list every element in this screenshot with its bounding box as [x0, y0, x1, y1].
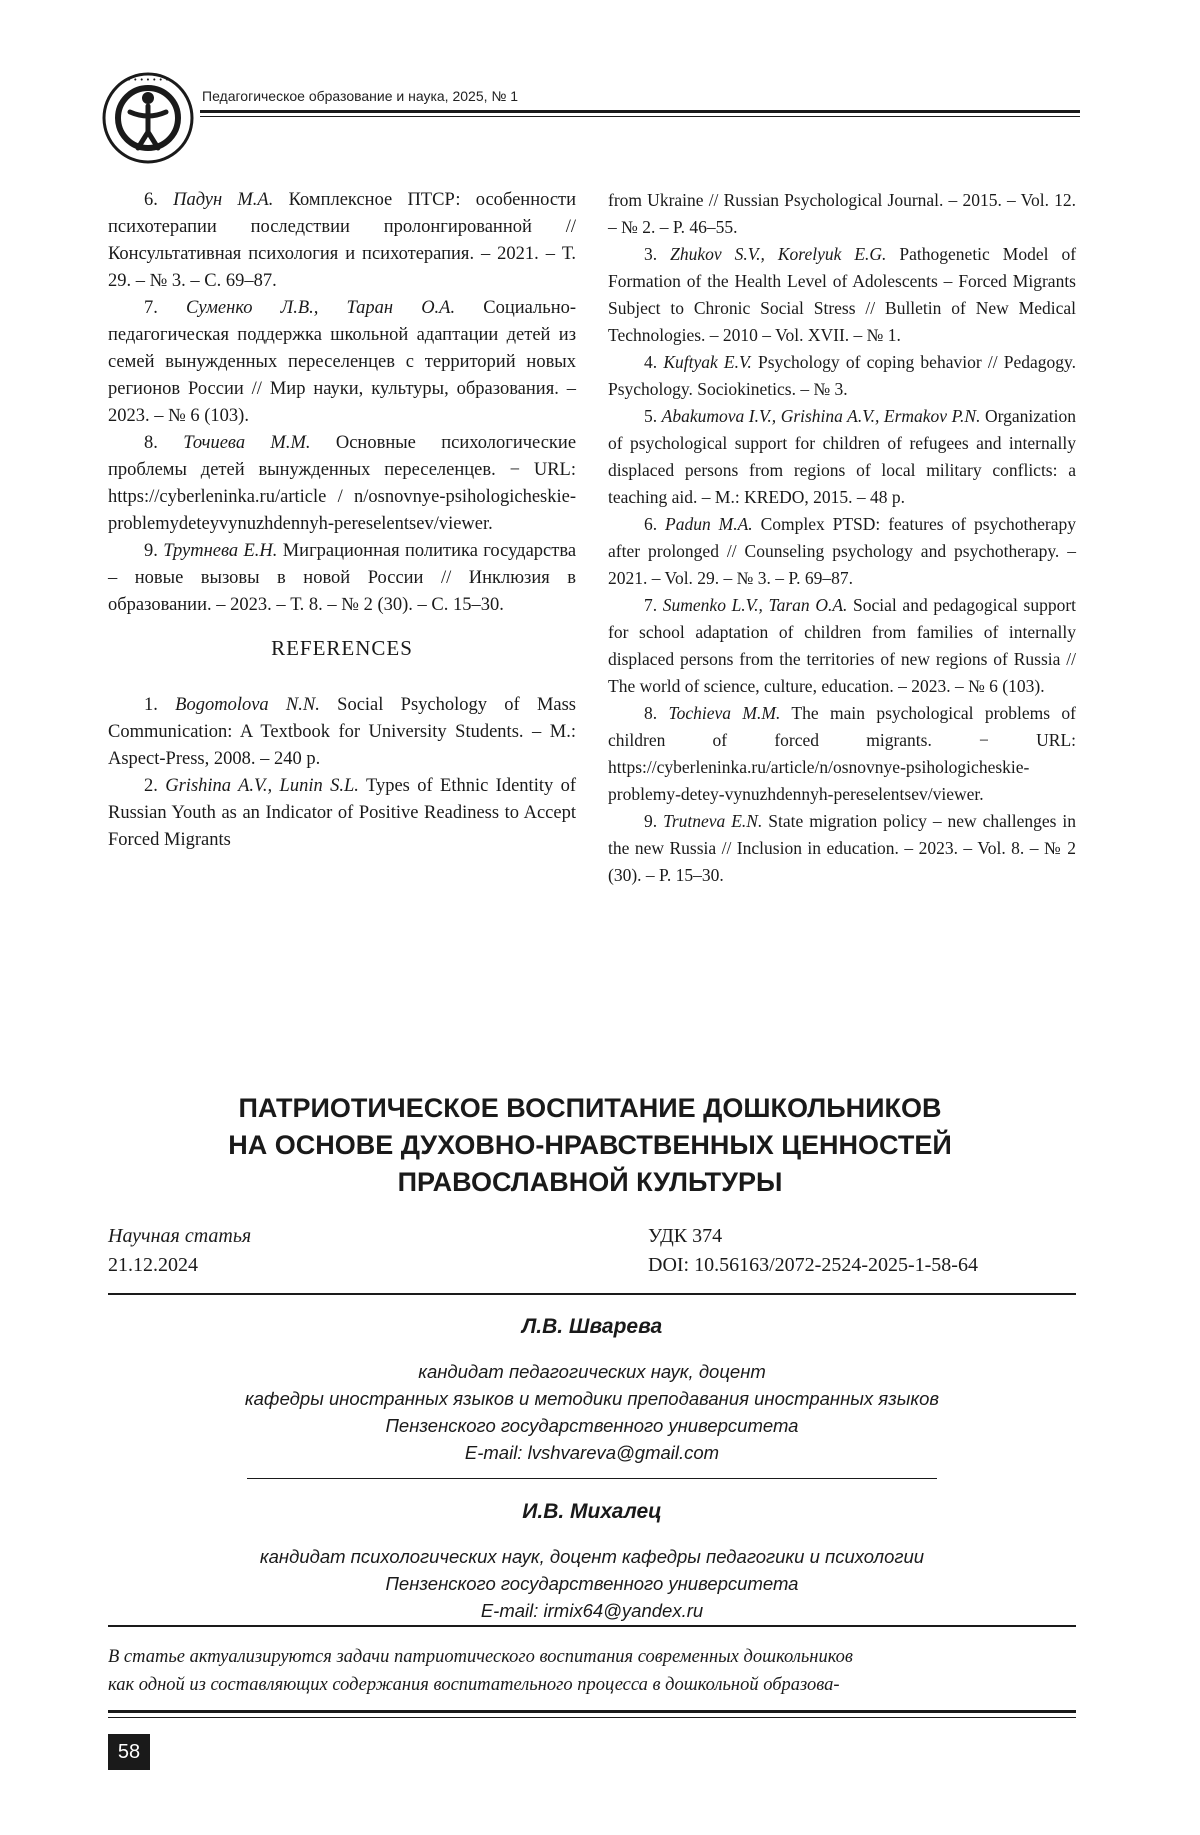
reference-item: 2. Grishina A.V., Lunin S.L. Types of Ethnic Identity of Russian Youth as an Indicator of Positive Readiness to Accept Forced Migrants — [108, 776, 577, 850]
abstract — [108, 1643, 1076, 1699]
author-separator — [247, 1478, 937, 1479]
references-section — [108, 187, 1076, 1017]
reference-item-continued: from Ukraine // Russian Psychological Journal. – 2015. – Vol. 12. – № 2. – P. 46–55. — [608, 190, 1076, 237]
author-affiliation: Пензенского государственного университета — [385, 1573, 799, 1594]
author-email: E-mail: irmix64@yandex.ru — [480, 1600, 704, 1621]
footer-rule — [108, 1710, 1076, 1713]
article-doi: DOI: 10.56163/2072-2524-2025-1-58-64 — [648, 1254, 978, 1276]
footer-rule — [108, 1717, 1076, 1718]
article-type: Научная статья — [108, 1225, 252, 1247]
author-block — [108, 1495, 1076, 1624]
author-email: E-mail: lvshvareva@gmail.com — [464, 1442, 720, 1463]
author-block — [108, 1310, 1076, 1466]
author-affiliation: Пензенского государственного университета — [385, 1415, 799, 1436]
references-right-column — [608, 187, 1076, 889]
header-rule — [200, 110, 1080, 113]
header-rule — [200, 116, 1080, 117]
article-title — [100, 1090, 1080, 1201]
article-title-line: ПРАВОСЛАВНОЙ КУЛЬТУРЫ — [397, 1167, 783, 1197]
authors-rule — [108, 1625, 1076, 1627]
page-number: 58 — [108, 1734, 150, 1770]
author-affiliation: кандидат психологических наук, доцент кафедры педагогики и психологии — [259, 1546, 925, 1567]
svg-text:• • • • • • •: • • • • • • • — [126, 76, 170, 84]
reference-item: 9. Трутнева Е.Н. Миграционная политика государства – новые вызовы в новой России // Инклюзия в образовании. – 2023. – Т. 8. – № 2 (30). – С. 15–30. — [108, 541, 577, 615]
article-date: 21.12.2024 — [108, 1254, 198, 1276]
abstract-line: как одной из составляющих содержания воспитательного процесса в дошкольной образова- — [108, 1675, 840, 1695]
references-heading: REFERENCES — [271, 636, 413, 660]
references-left-column — [108, 187, 576, 854]
article-title-line: НА ОСНОВЕ ДУХОВНО-НРАВСТВЕННЫХ ЦЕННОСТЕЙ — [228, 1130, 952, 1160]
page-header — [100, 70, 1080, 170]
reference-item: 7. Sumenko L.V., Taran O.A. Social and pedagogical support for school adaptation of children from families of internally displaced persons from the territories of new regions of Russia // The world of science, culture, education. – 2023. – № 6 (103). — [608, 595, 1077, 696]
article-udc: УДК 374 — [648, 1225, 723, 1247]
journal-logo-icon — [100, 70, 196, 166]
journal-title: Педагогическое образование и наука, 2025, № 1 — [202, 88, 519, 104]
reference-item: 8. Tochieva M.M. The main psychological problems of children of forced migrants. − URL: https://cyberleninka.ru/article/n/osnovnye-psihologicheskie-problemy-detey-vynuzhdennyh-pereselentsev/viewer. — [608, 703, 1076, 804]
reference-item: 5. Abakumova I.V., Grishina A.V., Ermakov P.N. Organization of psychological support for children of refugees and internally displaced persons from regions of local military conflicts: a teaching aid. – M.: KREDO, 2015. – 48 p. — [608, 406, 1077, 507]
article-title-line: ПАТРИОТИЧЕСКОЕ ВОСПИТАНИЕ ДОШКОЛЬНИКОВ — [238, 1093, 942, 1123]
abstract-line: В статье актуализируются задачи патриотического воспитания современных дошкольников — [108, 1647, 853, 1667]
reference-item: 7. Суменко Л.В., Таран О.А. Социально-педагогическая поддержка школьной адаптации детей из семей вынужденных переселенцев с территорий новых регионов России // Мир науки, культуры, образования. – 2023. – № 6 (103). — [108, 298, 577, 426]
reference-item: 1. Bogomolova N.N. Social Psychology of Mass Communication: A Textbook for University Students. – M.: Aspect-Press, 2008. – 240 p. — [108, 695, 577, 769]
article-meta-right — [648, 1222, 978, 1280]
reference-item: 6. Padun M.A. Complex PTSD: features of psychotherapy after prolonged // Counseling psychology and psychotherapy. – 2021. – Vol. 29. – № 3. – P. 69–87. — [608, 514, 1077, 588]
reference-item: 4. Kuftyak E.V. Psychology of coping behavior // Pedagogy. Psychology. Sociokinetics. – № 3. — [608, 352, 1077, 399]
author-affiliation: кафедры иностранных языков и методики преподавания иностранных языков — [244, 1388, 940, 1409]
author-name: Л.В. Шварева — [521, 1315, 663, 1338]
meta-rule — [108, 1293, 1076, 1295]
reference-item: 6. Падун М.А. Комплексное ПТСР: особенности психотерапии последствии пролонгированной // Консультативная психология и психотерапия. – 2021. – Т. 29. – № 3. – С. 69–87. — [108, 190, 577, 291]
authors-section — [108, 1310, 1076, 1624]
article-meta-left — [108, 1222, 251, 1280]
author-affiliation: кандидат педагогических наук, доцент — [418, 1361, 766, 1382]
reference-item: 3. Zhukov S.V., Korelyuk E.G. Pathogenetic Model of Formation of the Health Level of Adolescents – Forced Migrants Subject to Chronic Social Stress // Bulletin of New Medical Technologies. – 2010 – Vol. XVII. – № 1. — [608, 244, 1077, 345]
reference-item: 8. Точиева М.М. Основные психологические проблемы детей вынужденных переселенцев. − URL: https://cyberleninka.ru/article / n/osnovnye-psihologicheskie-problemydeteyvynuzhdennyh-pereselentsev/viewer. — [108, 433, 577, 534]
author-name: И.В. Михалец — [522, 1500, 662, 1523]
reference-item: 9. Trutneva E.N. State migration policy – new challenges in the new Russia // Inclusion in education. – 2023. – Vol. 8. – № 2 (30). – P. 15–30. — [608, 811, 1077, 885]
